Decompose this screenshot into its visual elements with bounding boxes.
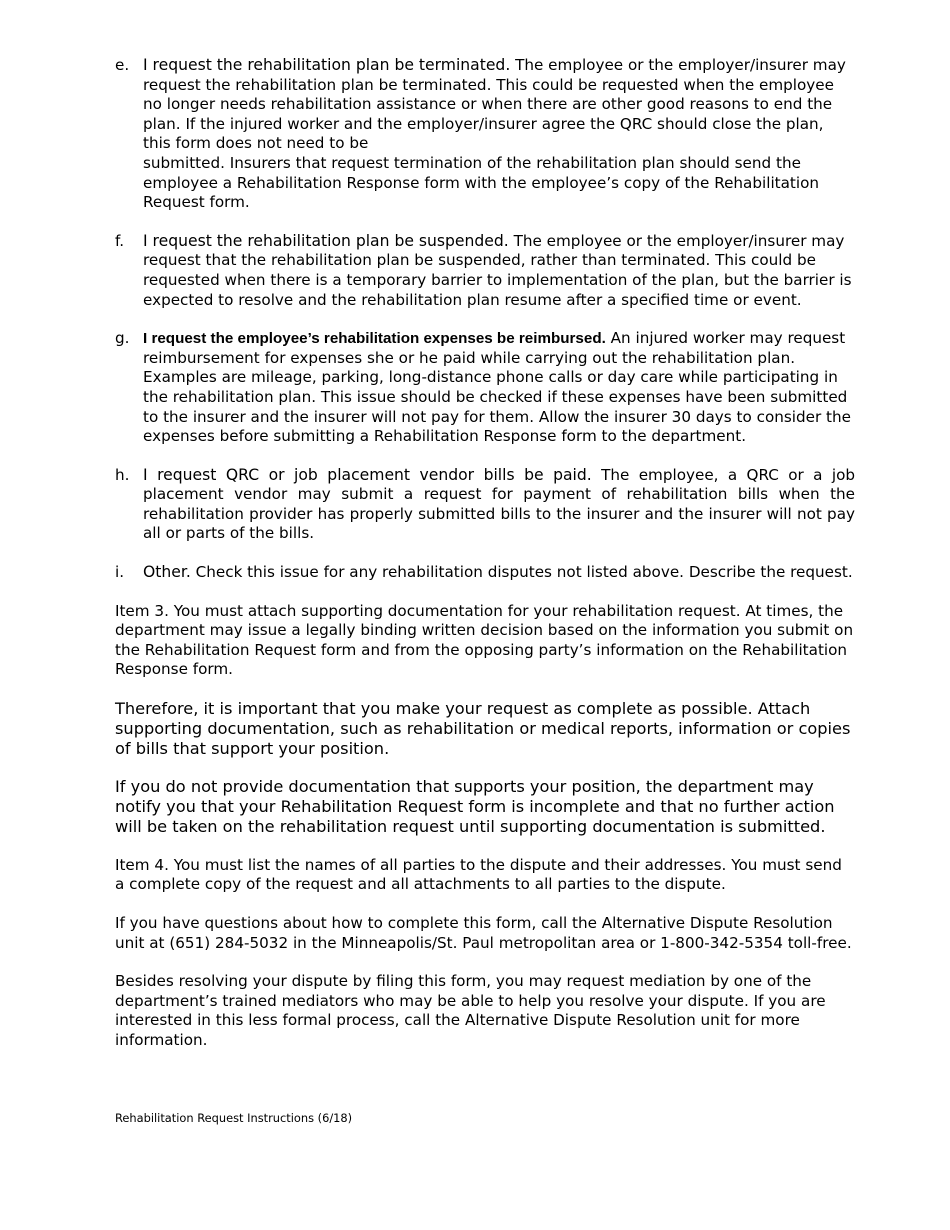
item-letter: i. bbox=[115, 563, 125, 582]
item-letter: e. bbox=[115, 56, 130, 74]
item-text-continued: submitted. Insurers that request termination of the rehabilitation plan should send the employee a Rehabilitation Response form with the employee’s copy of the Rehabilitation Request form. bbox=[143, 153, 820, 212]
item-g bbox=[115, 329, 855, 447]
item-body bbox=[143, 466, 855, 544]
item-heading: I request the rehabilitation plan be suspended. bbox=[143, 231, 509, 250]
no-documentation-paragraph: If you do not provide documentation that supports your position, the department may notify you that your Rehabilitation Request form is incomplete and that no further action will be taken on the rehabilitation request until supporting documentation is submitted. bbox=[115, 777, 835, 837]
item-i bbox=[115, 563, 855, 583]
item-text: Check this issue for any rehabilitation disputes not listed above. Describe the request. bbox=[190, 563, 853, 582]
item-text: The employee, a QRC or a job placement vendor may submit a request for payment of rehabilitation bills when the rehabilitation provider has properly submitted bills to the insurer and the insurer will not pay all or parts of the bills. bbox=[143, 465, 855, 543]
item-heading: I request QRC or job placement vendor bills be paid. bbox=[143, 465, 592, 484]
item-heading: I request the rehabilitation plan be terminated. bbox=[143, 56, 511, 74]
item-h bbox=[115, 466, 855, 544]
item-letter: h. bbox=[115, 465, 130, 484]
item-text: The employee or the employer/insurer may request that the rehabilitation plan be suspended, rather than terminated. This could be requested when there is a temporary barrier to implementation of the plan, but the barrier is expected to resolve and the rehabilitation plan resume after a specified time or event. bbox=[143, 231, 852, 309]
questions-paragraph: If you have questions about how to complete this form, call the Alternative Dispute Resolution unit at (651) 284-5032 in the Minneapolis/St. Paul metropolitan area or 1-800-342-5354 toll-free. bbox=[115, 914, 852, 952]
therefore-paragraph: Therefore, it is important that you make your request as complete as possible. Attach supporting documentation, such as rehabilitation or medical reports, information or copies of bills that support your position. bbox=[115, 699, 851, 758]
item-heading: Other. bbox=[143, 563, 191, 582]
item4-paragraph: Item 4. You must list the names of all parties to the dispute and their addresses. You must send a complete copy of the request and all attachments to all parties to the dispute. bbox=[115, 855, 842, 894]
item-heading: I request the employee’s rehabilitation expenses be reimbursed. bbox=[143, 330, 606, 348]
item3-paragraph: Item 3. You must attach supporting documentation for your rehabilitation request. At times, the department may issue a legally binding written decision based on the information you submit on the Rehabilitation Request form and from the opposing party’s information on the Rehabilitation Response form. bbox=[115, 601, 854, 679]
item-letter: g. bbox=[115, 329, 130, 348]
item-body bbox=[143, 232, 855, 310]
item-body bbox=[143, 56, 855, 213]
item-f bbox=[115, 232, 855, 310]
document-page bbox=[115, 56, 855, 1070]
item-body bbox=[143, 563, 855, 583]
item-body bbox=[143, 329, 855, 447]
mediation-paragraph: Besides resolving your dispute by filing this form, you may request mediation by one of the department’s trained mediators who may be able to help you resolve your dispute. If you are interested in this less formal process, call the Alternative Dispute Resolution unit for more information. bbox=[115, 972, 826, 1049]
page-footer: Rehabilitation Request Instructions (6/18) bbox=[115, 1111, 353, 1125]
item-e bbox=[115, 56, 855, 213]
item-text: The employee or the employer/insurer may request the rehabilitation plan be terminated. This could be requested when the employee no longer needs rehabilitation assistance or when there are other good reasons to end the plan. If the injured worker and the employer/insurer agree the QRC should close the plan, this form does not need to be bbox=[143, 56, 846, 153]
item-text: An injured worker may request reimbursement for expenses she or he paid while carrying out the rehabilitation plan. Examples are mileage, parking, long-distance phone calls or day care while participating in the rehabilitation plan. This issue should be checked if these expenses have been submitted to the insurer and the insurer will not pay for them. Allow the insurer 30 days to consider the expenses before submitting a Rehabilitation Response form to the department. bbox=[143, 329, 851, 446]
item-letter: f. bbox=[115, 231, 125, 250]
